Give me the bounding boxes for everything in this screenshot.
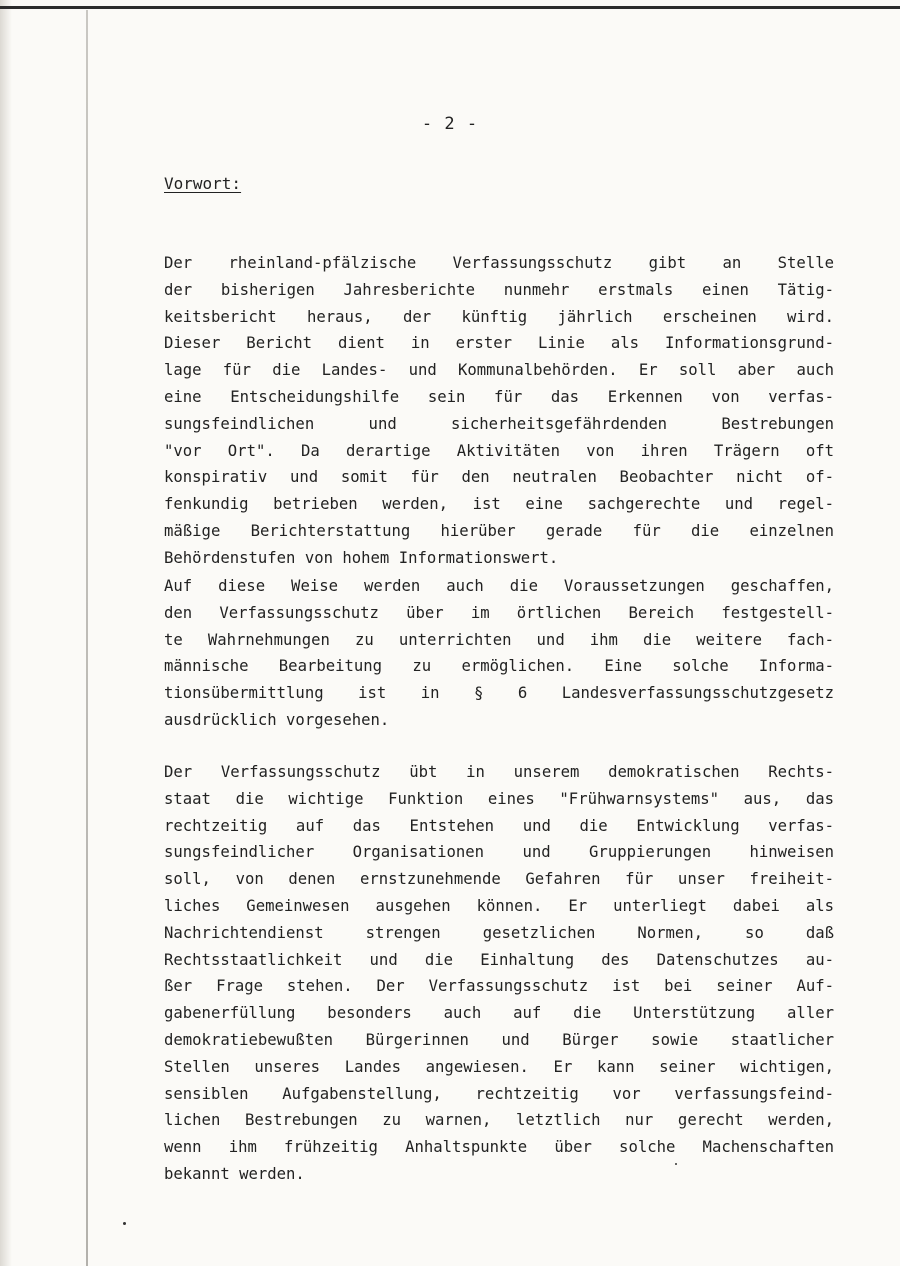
text-line: staat die wichtige Funktion eines "Frühwarnsystems" aus, das (164, 789, 834, 808)
text-line: soll, von denen ernstzunehmende Gefahren für unser freiheit- (164, 870, 834, 889)
text-line: gabenerfüllung besonders auch auf die Unterstützung aller (164, 1004, 834, 1023)
paragraph-3 (164, 759, 834, 1188)
text-line: wenn ihm frühzeitig Anhaltspunkte über solche Machenschaften (164, 1138, 834, 1157)
text-line: der bisherigen Jahresberichte nunmehr erstmals einen Tätig- (164, 280, 834, 299)
text-line: sungsfeindlichen und sicherheitsgefährdenden Bestrebungen (164, 414, 834, 433)
text-line: Nachrichtendienst strengen gesetzlichen Normen, so daß (164, 923, 834, 942)
scan-left-edge (86, 10, 88, 1266)
text-line: "vor Ort". Da derartige Aktivitäten von ihren Trägern oft (164, 441, 834, 460)
text-line: eine Entscheidungshilfe sein für das Erkennen von verfas- (164, 387, 834, 406)
scan-edge-shadow (0, 0, 12, 1266)
text-line: männische Bearbeitung zu ermöglichen. Eine solche Informa- (164, 657, 834, 676)
text-line: sungsfeindlicher Organisationen und Gruppierungen hinweisen (164, 843, 834, 862)
paragraph-2 (164, 573, 834, 734)
text-line: Behördenstufen von hohem Informationswert. (164, 548, 559, 567)
text-line: lichen Bestrebungen zu warnen, letztlich nur gerecht werden, (164, 1111, 834, 1130)
page-number: - 2 - (421, 114, 479, 134)
scan-speck (675, 1163, 677, 1165)
text-line: fenkundig betrieben werden, ist eine sachgerechte und regel- (164, 495, 834, 514)
text-line: te Wahrnehmungen zu unterrichten und ihm die weitere fach- (164, 630, 834, 649)
text-line: tionsübermittlung ist in § 6 Landesverfassungsschutzgesetz (164, 684, 834, 703)
text-line: demokratiebewußten Bürgerinnen und Bürger sowie staatlicher (164, 1030, 834, 1049)
section-heading: Vorwort: (164, 174, 242, 193)
text-line: ßer Frage stehen. Der Verfassungsschutz ist bei seiner Auf- (164, 977, 834, 996)
scan-top-edge (0, 6, 900, 9)
paragraph-1 (164, 250, 834, 572)
text-line: rechtzeitig auf das Entstehen und die Entwicklung verfas- (164, 816, 834, 835)
text-line: liches Gemeinwesen ausgehen können. Er unterliegt dabei als (164, 896, 834, 915)
text-line: Der rheinland-pfälzische Verfassungsschutz gibt an Stelle (164, 254, 834, 272)
text-line: Auf diese Weise werden auch die Voraussetzungen geschaffen, (164, 577, 834, 595)
text-line: Der Verfassungsschutz übt in unserem demokratischen Rechts- (164, 763, 834, 781)
text-line: keitsbericht heraus, der künftig jährlich erscheinen wird. (164, 307, 834, 326)
text-line: den Verfassungsschutz über im örtlichen Bereich festgestell- (164, 603, 834, 622)
text-line: Stellen unseres Landes angewiesen. Er kann seiner wichtigen, (164, 1057, 834, 1076)
text-line: ausdrücklich vorgesehen. (164, 710, 390, 729)
text-line: mäßige Berichterstattung hierüber gerade für die einzelnen (164, 521, 834, 540)
text-line: konspirativ und somit für den neutralen Beobachter nicht of- (164, 468, 834, 487)
text-line: bekannt werden. (164, 1164, 305, 1183)
text-line: lage für die Landes- und Kommunalbehörden. Er soll aber auch (164, 361, 834, 380)
text-line: Rechtsstaatlichkeit und die Einhaltung des Datenschutzes au- (164, 950, 834, 969)
text-line: sensiblen Aufgabenstellung, rechtzeitig vor verfassungsfeind- (164, 1084, 834, 1103)
scan-speck (123, 1222, 126, 1225)
text-line: Dieser Bericht dient in erster Linie als Informationsgrund- (164, 334, 834, 353)
